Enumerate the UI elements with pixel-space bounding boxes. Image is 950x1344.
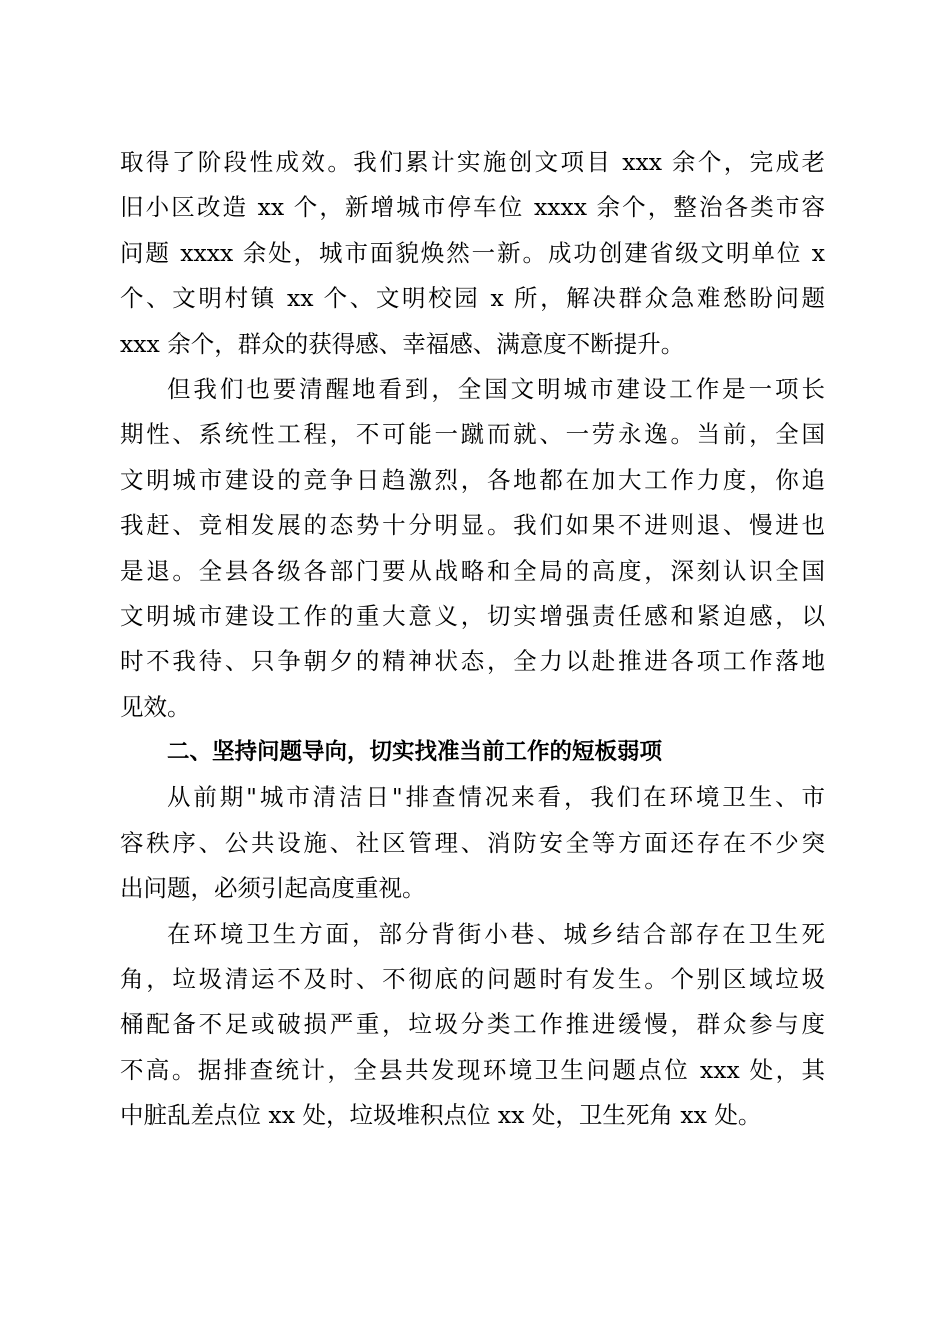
text-line: xxx 余个，群众的获得感、幸福感、满意度不断提升。 (120, 329, 685, 358)
text-line: 桶配备不足或破损严重，垃圾分类工作推进缓慢，群众参与度 (120, 1010, 825, 1039)
text-line: 角，垃圾清运不及时、不彻底的问题时有发生。个别区域垃圾 (120, 965, 825, 994)
section-heading: 二、坚持问题导向，切实找准当前工作的短板弱项 (167, 739, 663, 766)
text-line: 文明城市建设工作的重大意义，切实增强责任感和紧迫感，以 (120, 601, 825, 630)
text-line: 中脏乱差点位 xx 处，垃圾堆积点位 xx 处，卫生死角 xx 处。 (120, 1101, 762, 1130)
paragraph-awareness (120, 367, 825, 730)
text-line: 出问题，必须引起高度重视。 (120, 874, 426, 903)
text-line: 容秩序、公共设施、社区管理、消防安全等方面还存在不少突 (120, 828, 825, 857)
paragraph-sanitation (120, 912, 825, 1139)
text-line: 旧小区改造 xx 个，新增城市停车位 xxxx 余个，整治各类市容 (120, 193, 825, 222)
text-line: 取得了阶段性成效。我们累计实施创文项目 xxx 余个，完成老 (120, 148, 825, 176)
text-line: 文明城市建设的竞争日趋激烈，各地都在加大工作力度，你追 (120, 465, 825, 494)
text-line: 不高。据排查统计，全县共发现环境卫生问题点位 xxx 处，其 (120, 1055, 825, 1084)
text-line: 期性、系统性工程，不可能一蹴而就、一劳永逸。当前，全国 (120, 420, 825, 449)
text-line: 问题 xxxx 余处，城市面貌焕然一新。成功创建省级文明单位 x (120, 238, 825, 267)
text-line: 从前期"城市清洁日"排查情况来看，我们在环境卫生、市 (167, 783, 825, 812)
text-line: 我赶、竞相发展的态势十分明显。我们如果不进则退、慢进也 (120, 511, 825, 540)
text-line: 但我们也要清醒地看到，全国文明城市建设工作是一项长 (167, 374, 825, 403)
document-page (120, 140, 825, 1139)
text-line: 是退。全县各级各部门要从战略和全局的高度，深刻认识全国 (120, 556, 825, 585)
text-line: 个、文明村镇 xx 个、文明校园 x 所，解决群众急难愁盼问题 (120, 284, 825, 313)
paragraph-achievements (120, 140, 825, 367)
text-line: 时不我待、只争朝夕的精神状态，全力以赴推进各项工作落地 (120, 647, 825, 676)
text-line: 见效。 (120, 692, 191, 721)
paragraph-inspection (120, 775, 825, 911)
text-line: 在环境卫生方面，部分背街小巷、城乡结合部存在卫生死 (167, 919, 825, 948)
